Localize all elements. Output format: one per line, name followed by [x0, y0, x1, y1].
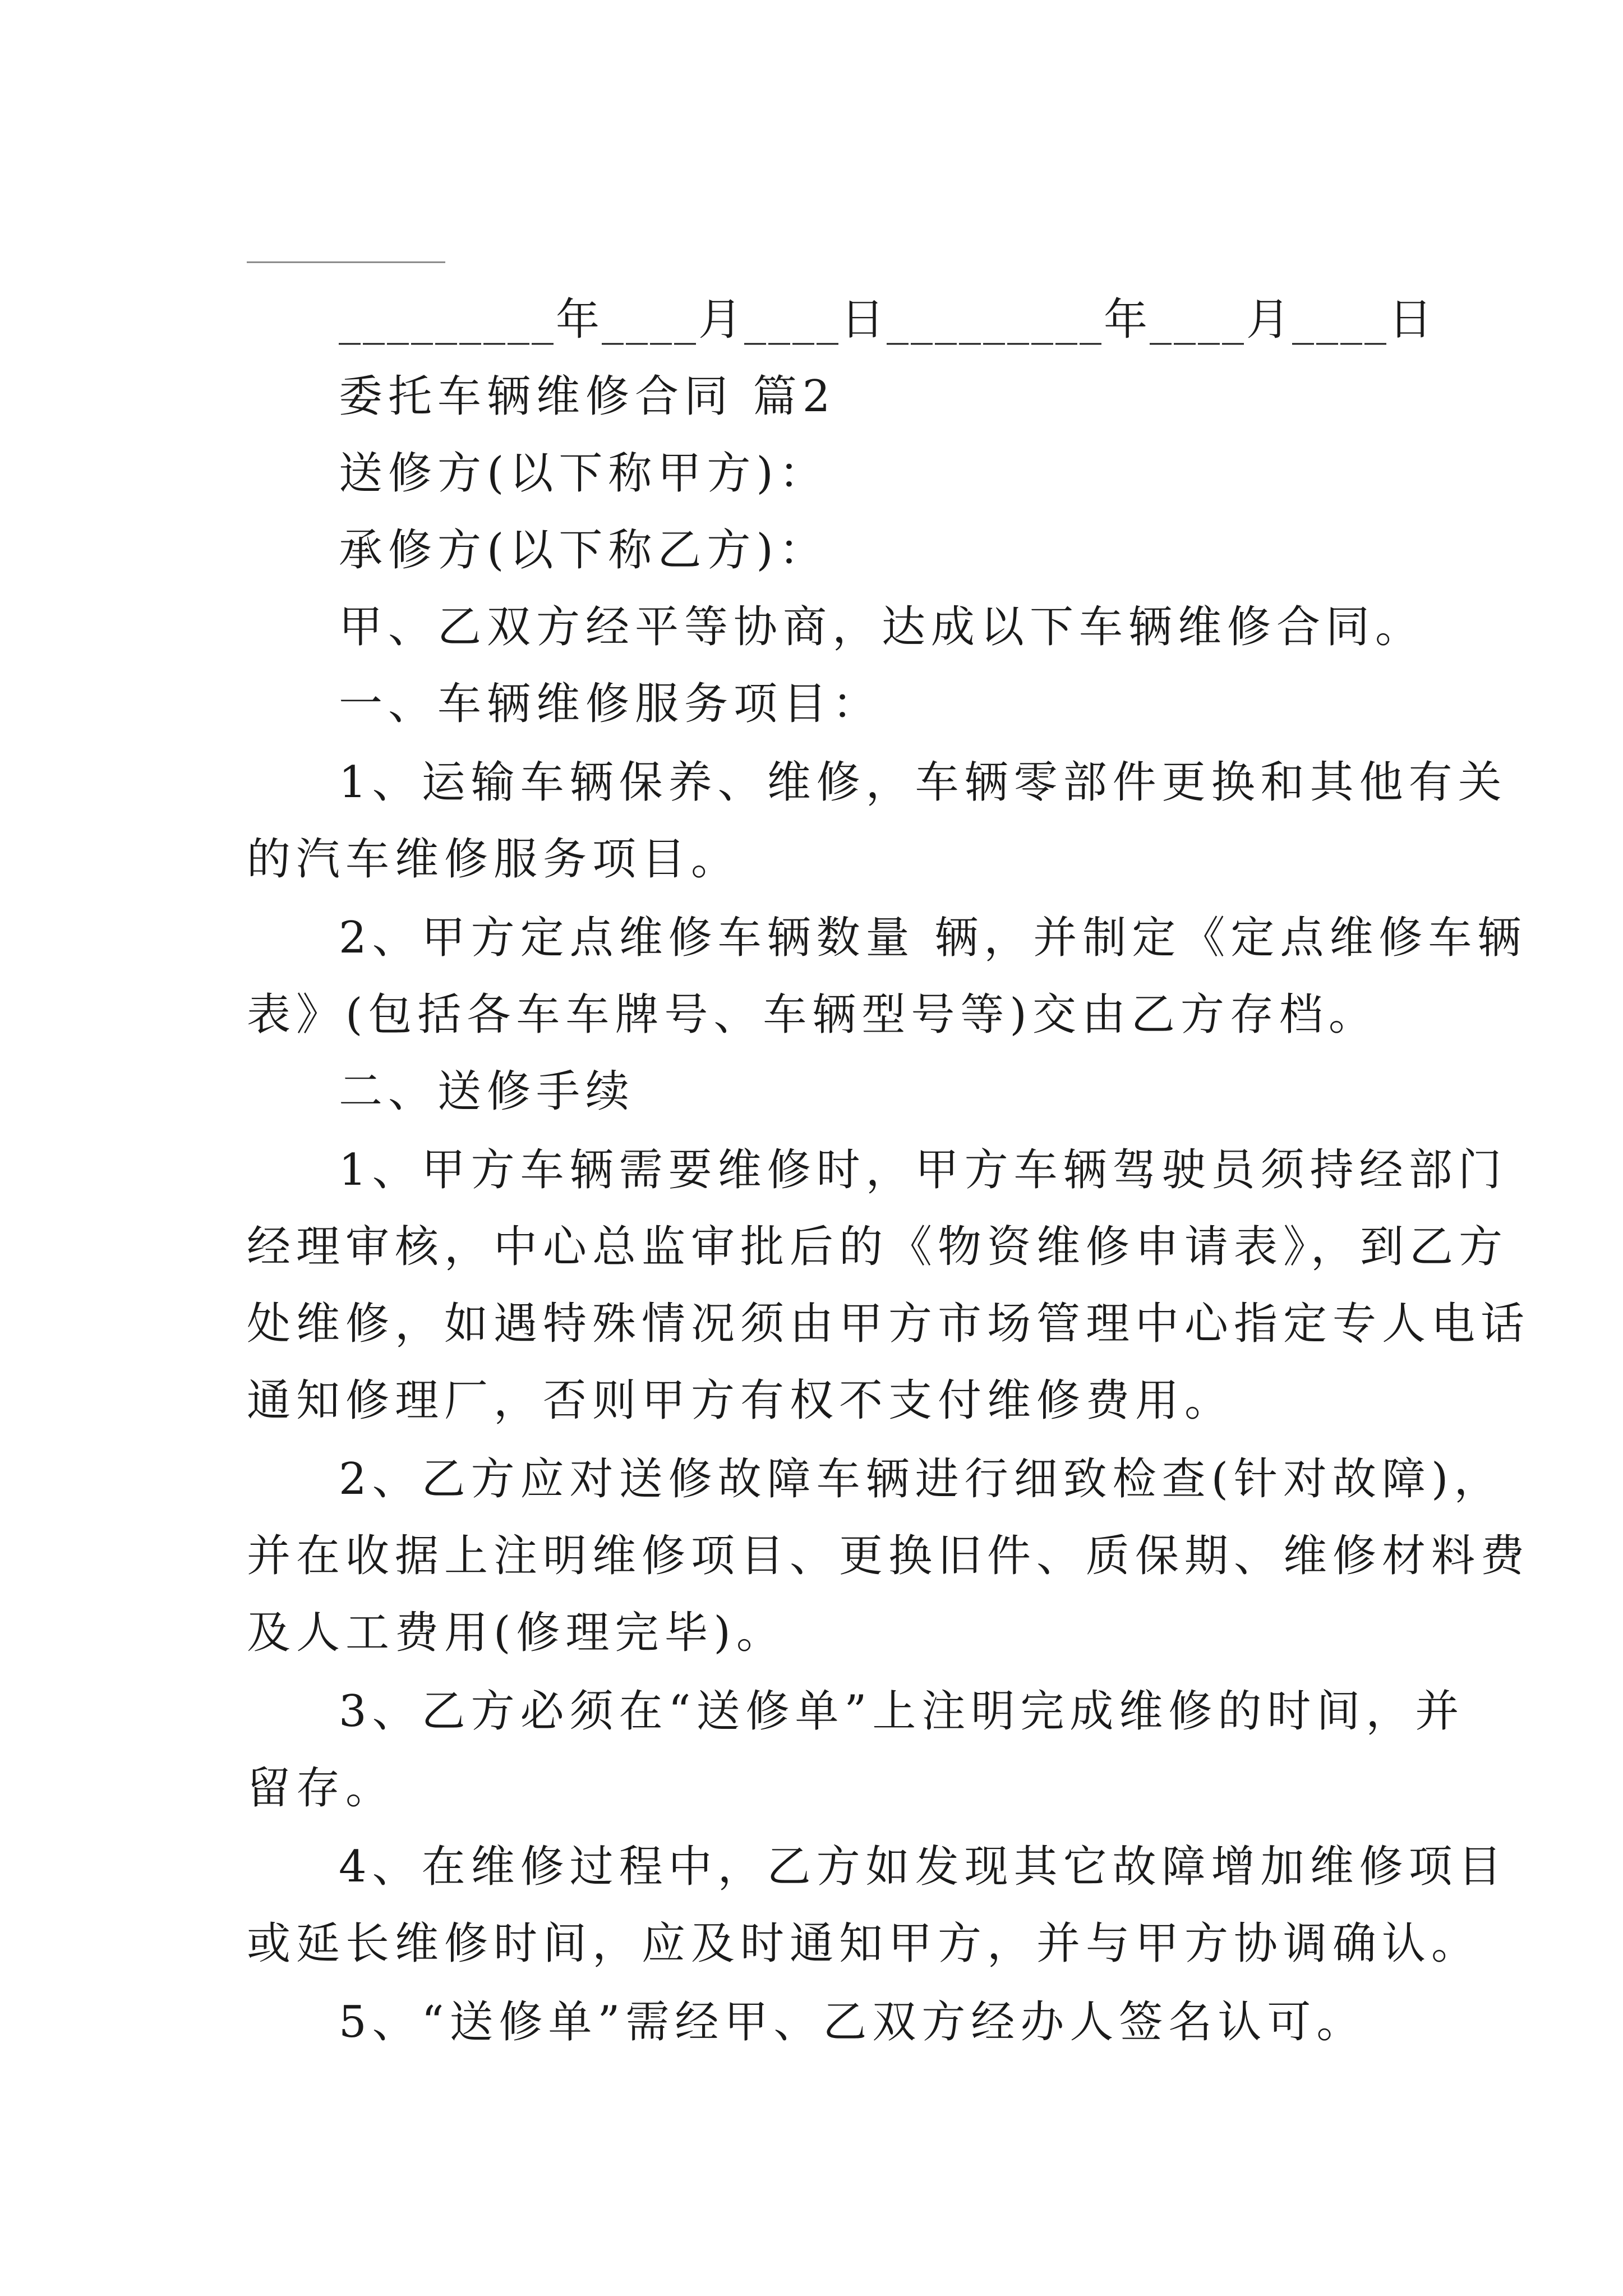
- section1-heading: 一、车辆维修服务项目：: [339, 679, 882, 729]
- party-a-line: 送修方(以下称甲方)：: [339, 448, 828, 499]
- section1-item1-line2: 的汽车维修服务项目。: [247, 834, 741, 885]
- section2-item3-line2: 留存。: [247, 1763, 395, 1814]
- section1-item1-line1: 1、运输车辆保养、维修，车辆零部件更换和其他有关: [339, 757, 1507, 808]
- section1-item2-line1: 2、甲方定点维修车辆数量 辆，并制定《定点维修车辆: [339, 913, 1527, 963]
- section2-item2-line3: 及人工费用(修理完毕)。: [247, 1608, 786, 1658]
- section2-item2-line1: 2、乙方应对送修故障车辆进行细致检查(针对故障)，: [339, 1454, 1504, 1504]
- section2-item4-line1: 4、在维修过程中，乙方如发现其它故障增加维修项目: [339, 1842, 1507, 1892]
- section2-item1-line1: 1、甲方车辆需要维修时，甲方车辆驾驶员须持经部门: [339, 1145, 1507, 1195]
- document-title: 委托车辆维修合同 篇2: [339, 371, 836, 422]
- section2-item5: 5、“送修单”需经甲、乙双方经办人签名认可。: [339, 1997, 1366, 2047]
- preamble: 甲、乙双方经平等协商，达成以下车辆维修合同。: [339, 602, 1425, 652]
- section2-item1-line2: 经理审核，中心总监审批后的《物资维修申请表》，到乙方: [247, 1222, 1509, 1272]
- section2-heading: 二、送修手续: [339, 1066, 635, 1117]
- section2-item3-line1: 3、乙方必须在“送修单”上注明完成维修的时间，并: [339, 1686, 1465, 1737]
- section2-item1-line3: 处维修，如遇特殊情况须由甲方市场管理中心指定专人电话: [247, 1299, 1530, 1349]
- party-b-line: 承修方(以下称乙方)：: [339, 525, 828, 576]
- section2-item4-line2: 或延长维修时间，应及时通知甲方，并与甲方协调确认。: [247, 1918, 1481, 1969]
- section2-item2-line2: 并在收据上注明维修项目、更换旧件、质保期、维修材料费: [247, 1531, 1530, 1581]
- date-line: _________年____月____日_________年____月____日: [339, 295, 1435, 345]
- section1-item2-line2: 表》(包括各车车牌号、车辆型号等)交由乙方存档。: [247, 990, 1378, 1040]
- top-rule: [247, 261, 445, 263]
- section2-item1-line4: 通知修理厂，否则甲方有权不支付维修费用。: [247, 1375, 1234, 1426]
